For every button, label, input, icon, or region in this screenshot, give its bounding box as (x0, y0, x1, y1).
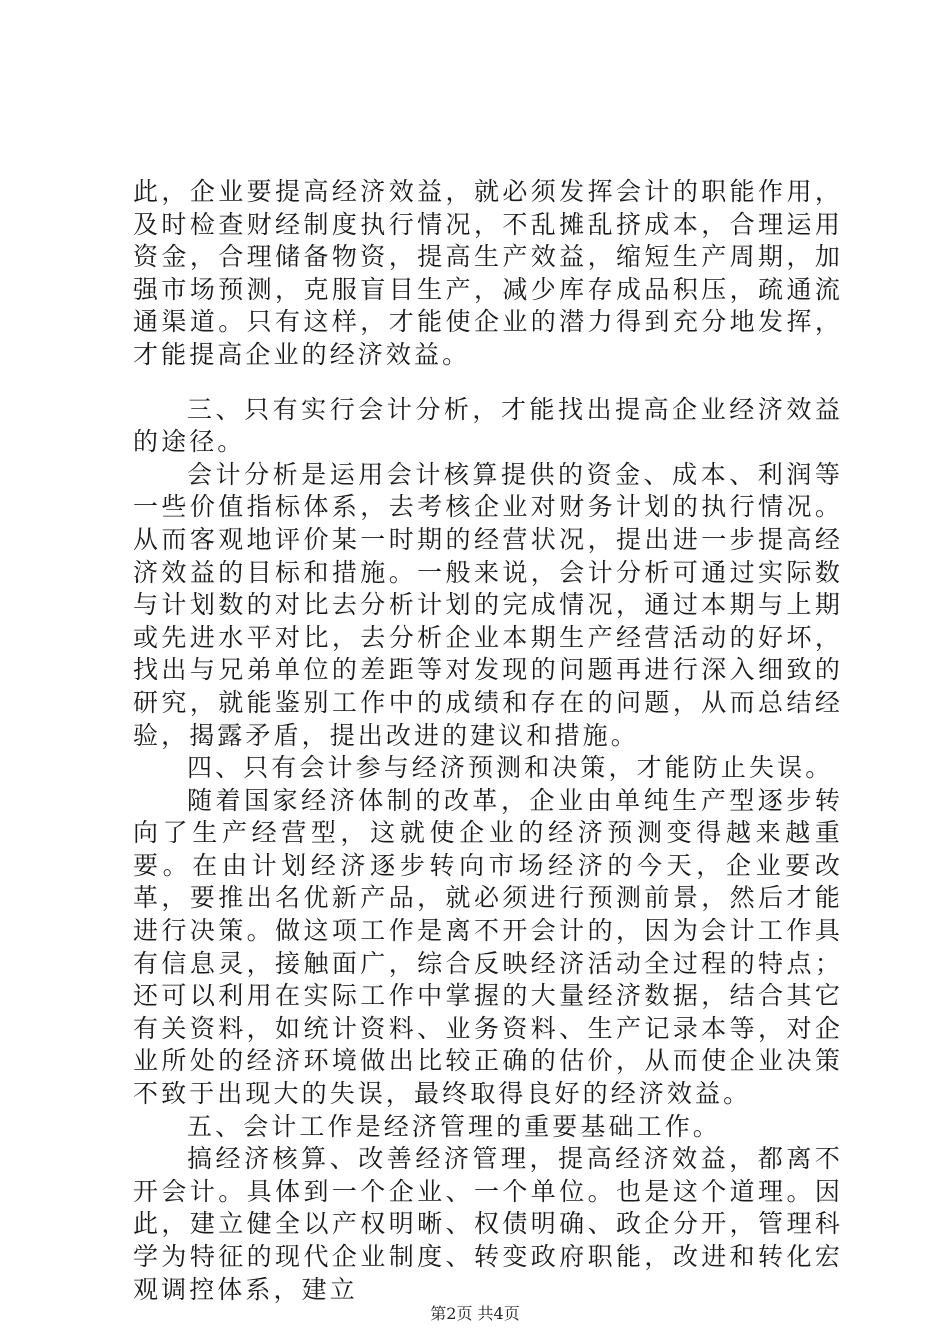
document-body (133, 176, 843, 1306)
section-heading-three: 三、只有实行会计分析，才能找出提高企业经济效益的途径。 (133, 394, 843, 457)
paragraph-forecast-decision: 随着国家经济体制的改革，企业由单纯生产型逐步转向了生产经营型，这就使企业的经济预测变得越来越重要。在由计划经济逐步转向市场经济的今天，企业要改革，要推出名优新产品，就必须进行预测前景，然后才能进行决策。做这项工作是离不开会计的，因为会计工作具有信息灵，接触面广，综合反映经济活动全过程的特点；还可以利用在实际工作中掌握的大量经济数据，结合其它有关资料，如统计资料、业务资料、生产记录本等，对企业所处的经济环境做出比较正确的估价，从而使企业决策不致于出现大的失误，最终取得良好的经济效益。 (133, 785, 843, 1109)
paragraph-accounting-analysis: 会计分析是运用会计核算提供的资金、成本、利润等一些价值指标体系，去考核企业对财务计划的执行情况。从而客观地评价某一时期的经营状况，提出进一步提高经济效益的目标和措施。一般来说，会计分析可通过实际数与计划数的对比去分析计划的完成情况，通过本期与上期或先进水平对比，去分析企业本期生产经营活动的好坏，找出与兄弟单位的差距等对发现的问题再进行深入细致的研究，就能鉴别工作中的成绩和存在的问题，从而总结经验，揭露矛盾，提出改进的建议和措施。 (133, 459, 843, 750)
paragraph-intro-continuation: 此，企业要提高经济效益，就必须发挥会计的职能作用，及时检查财经制度执行情况，不乱摊乱挤成本，合理运用资金，合理储备物资，提高生产效益，缩短生产周期，加强市场预测，克服盲目生产，减少库存成品积压，疏通流通渠道。只有这样，才能使企业的潜力得到充分地发挥，才能提高企业的经济效益。 (133, 177, 843, 369)
paragraph-management-foundation: 搞经济核算、改善经济管理，提高经济效益，都离不开会计。具体到一个企业、一个单位。也是这个道理。因此，建立健全以产权明晰、权债明确、政企分开，管理科学为特征的现代企业制度、转变政府职能，改进和转化宏观调控体系，建立 (133, 1144, 843, 1304)
section-heading-five: 五、会计工作是经济管理的重要基础工作。 (187, 1111, 721, 1141)
page-number-footer: 第2页 共4页 (430, 1304, 520, 1323)
paragraph-spacer (133, 372, 843, 394)
section-heading-four: 四、只有会计参与经济预测和决策，才能防止失误。 (187, 753, 834, 783)
